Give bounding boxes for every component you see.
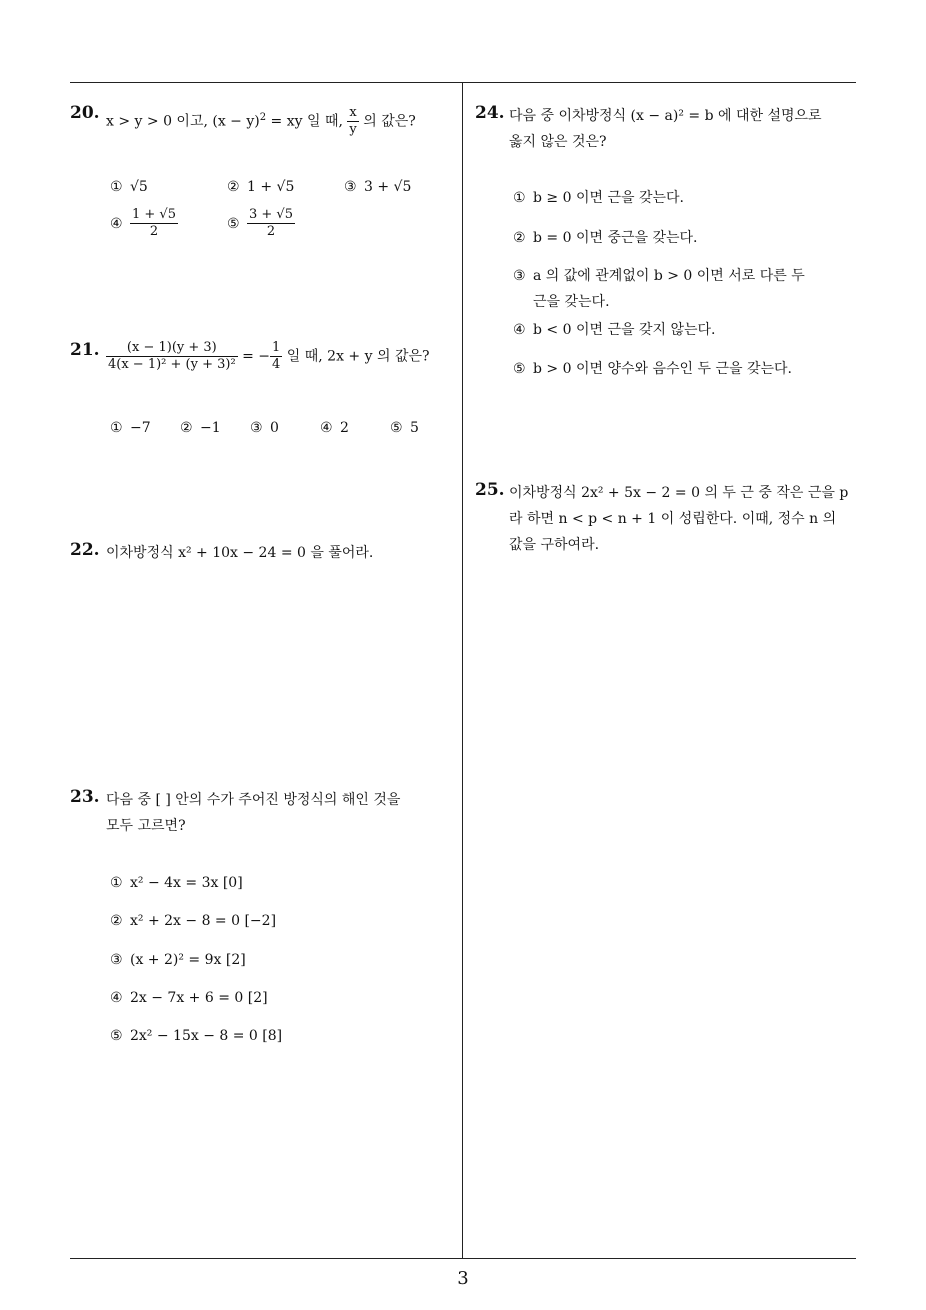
question-number: 23. (70, 787, 100, 807)
choice-mark: ⑤ (513, 361, 526, 377)
question-stem-line-1: 다음 중 [ ] 안의 수가 주어진 방정식의 해인 것을 (106, 792, 401, 808)
choice-4[interactable] (513, 319, 715, 339)
question-number: 22. (70, 540, 100, 560)
choice-mark: ① (513, 190, 526, 206)
choice-1[interactable] (513, 187, 684, 207)
page-number: 3 (457, 1268, 469, 1289)
fraction-denominator: 2 (266, 224, 276, 239)
choice-3-continued: 근을 갖는다. (533, 294, 610, 310)
choice-text: 2x − 7x + 6 = 0 [2] (130, 990, 268, 1006)
choice-mark: ② (110, 913, 123, 929)
choice-text: b > 0 이면 양수와 음수인 두 근을 갖는다. (533, 361, 792, 377)
question-number: 21. (70, 340, 100, 360)
choice-mark: ④ (110, 990, 123, 1006)
choice-mark: ③ (513, 268, 526, 284)
choice-text: x² − 4x = 3x [0] (130, 875, 243, 891)
fraction-numerator: x (347, 105, 358, 122)
choice-mark: ③ (250, 420, 263, 436)
choice-mark: ④ (110, 215, 123, 232)
choice-1[interactable] (110, 420, 151, 436)
stem-part-c: 의 값은? (358, 113, 416, 130)
choice-5[interactable] (390, 420, 419, 436)
question-stem-line-2: 옳지 않은 것은? (509, 134, 607, 150)
choice-text: −1 (200, 420, 221, 436)
choice-3[interactable] (344, 179, 411, 195)
choice-4[interactable] (320, 420, 349, 436)
fraction-denominator: 4(x − 1)² + (y + 3)² (108, 357, 236, 372)
choice-5[interactable] (110, 1028, 282, 1044)
choice-mark: ② (180, 420, 193, 436)
choice-3[interactable] (250, 420, 279, 436)
choice-text: 3 + √5 (364, 179, 412, 195)
question-stem (106, 105, 416, 138)
question-stem: 이차방정식 x² + 10x − 24 = 0 을 풀어라. (106, 545, 374, 561)
choice-1[interactable] (110, 179, 148, 195)
fraction-numerator: 1 (272, 340, 281, 355)
question-25 (475, 480, 860, 570)
choice-text: x² + 2x − 8 = 0 [−2] (130, 913, 277, 929)
fraction-denominator: y (349, 122, 357, 138)
rhs-fraction (270, 340, 282, 373)
choice-text: 1 + √5 (247, 179, 295, 195)
top-rule (70, 82, 856, 83)
choice-4[interactable] (110, 207, 178, 240)
question-21 (70, 340, 460, 450)
choice-mark: ⑤ (390, 420, 403, 436)
choice-3[interactable] (110, 952, 246, 968)
choice-text: a 의 값에 관계없이 b > 0 이면 서로 다른 두 (533, 268, 805, 284)
question-stem-line-3: 값을 구하여라. (509, 537, 600, 553)
fraction-numerator: (x − 1)(y + 3) (106, 340, 238, 357)
question-22 (70, 540, 460, 570)
question-stem-line-1: 다음 중 이차방정식 (x − a)² = b 에 대한 설명으로 (509, 108, 822, 124)
choice-fraction (247, 207, 295, 240)
fraction-denominator: 2 (149, 224, 159, 239)
choice-fraction (130, 207, 178, 240)
choice-mark: ② (513, 230, 526, 246)
choice-text: 5 (410, 420, 419, 436)
choice-5[interactable] (513, 358, 792, 378)
choice-2[interactable] (110, 913, 276, 929)
stem-exponent: 2 (259, 112, 267, 123)
choice-text: −7 (130, 420, 151, 436)
choice-mark: ① (110, 179, 123, 195)
choice-4[interactable] (110, 990, 268, 1006)
choice-2[interactable] (180, 420, 221, 436)
choice-mark: ③ (110, 952, 123, 968)
question-stem (106, 340, 430, 373)
stem-part-a: x > y > 0 이고, (x − y) (106, 113, 260, 130)
question-24 (475, 103, 860, 393)
stem-part-b: = xy 일 때, (266, 113, 348, 130)
fraction-numerator: 1 + √5 (132, 207, 176, 222)
question-stem-line-2: 모두 고르면? (106, 818, 186, 834)
choice-5[interactable] (227, 207, 295, 240)
choice-1[interactable] (110, 875, 243, 891)
choice-mark: ① (110, 875, 123, 891)
choice-text: √5 (130, 179, 148, 195)
choice-text: 2 (340, 420, 349, 436)
choice-mark: ④ (320, 420, 333, 436)
choice-mark: ⑤ (227, 215, 240, 232)
choice-mark: ② (227, 179, 240, 195)
question-stem-line-1: 이차방정식 2x² + 5x − 2 = 0 의 두 근 중 작은 근을 p (509, 485, 849, 501)
question-number: 20. (70, 103, 100, 123)
stem-equals: = − (237, 348, 271, 365)
choice-text: 0 (270, 420, 279, 436)
question-number: 25. (475, 480, 505, 500)
stem-fraction (347, 105, 358, 138)
choice-2[interactable] (513, 227, 698, 247)
choice-text: 2x² − 15x − 8 = 0 [8] (130, 1028, 283, 1044)
choice-text: b < 0 이면 근을 갖지 않는다. (533, 322, 716, 338)
bottom-rule (70, 1258, 856, 1259)
choice-text: b ≥ 0 이면 근을 갖는다. (533, 190, 684, 206)
choice-text: (x + 2)² = 9x [2] (130, 952, 246, 968)
question-stem-line-2: 라 하면 n < p < n + 1 이 성립한다. 이때, 정수 n 의 (509, 511, 837, 527)
question-number: 24. (475, 103, 505, 123)
choice-mark: ③ (344, 179, 357, 195)
choice-mark: ① (110, 420, 123, 436)
choice-text: b = 0 이면 중근을 갖는다. (533, 230, 698, 246)
column-divider (462, 83, 463, 1259)
choice-2[interactable] (227, 179, 294, 195)
fraction-denominator: 4 (272, 357, 281, 372)
fraction-numerator: 3 + √5 (249, 207, 293, 222)
choice-mark: ④ (513, 322, 526, 338)
choice-3[interactable] (513, 265, 805, 285)
question-23 (70, 787, 460, 1047)
stem-part-c: 일 때, 2x + y 의 값은? (282, 348, 430, 365)
stem-fraction (106, 340, 238, 373)
choice-mark: ⑤ (110, 1028, 123, 1044)
question-20 (70, 103, 460, 253)
